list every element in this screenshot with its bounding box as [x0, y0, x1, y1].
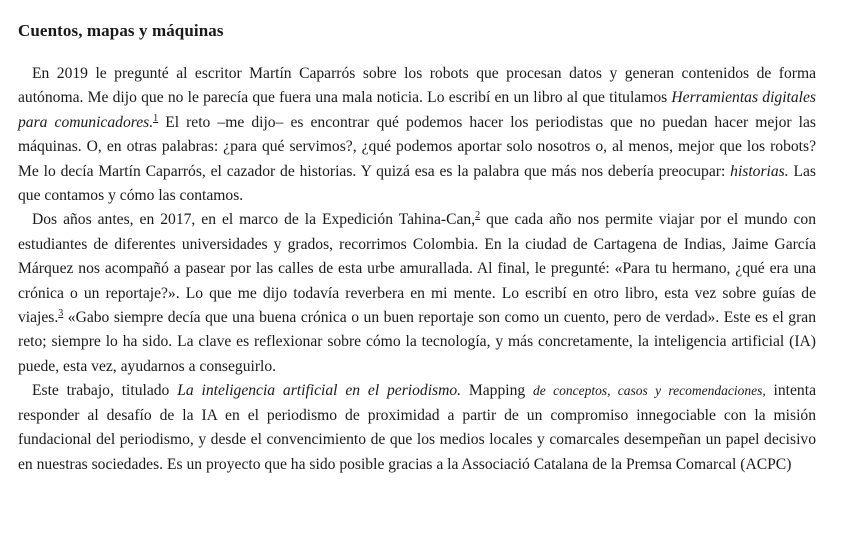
footnote-ref-2[interactable]: 2 — [475, 210, 481, 222]
paragraph-3 — [18, 379, 816, 477]
footnote-ref-1[interactable]: 1 — [153, 112, 159, 124]
p3-work-title: La inteligencia artificial en el periodismo. — [177, 382, 462, 400]
p2-text-2: que cada año nos permite viajar por el mundo con estudiantes de diferentes universidades y grados, recorrimos Colombia. En la ciudad de Cartagena de Indias, Jaime García Márquez nos acompañó a pasear por las calles de esta urbe amurallada. Al final, le pregunté: «Para tu hermano, ¿qué era una crónica o un reportaje?». Lo que me dijo todavía reverbera en mi mente. Lo escribí en otro libro, esta vez sobre guías de viajes. — [18, 211, 816, 327]
p1-text-3: Las que contamos y cómo las contamos. — [18, 162, 816, 205]
p3-text-2: Mapping — [461, 382, 534, 400]
p3-work-subtitle: de conceptos, casos y recomendaciones, — [533, 383, 766, 399]
p1-text-1: En 2019 le pregunté al escritor Martín Caparrós sobre los robots que procesan datos y generan contenidos de forma autónoma. Me dijo que no le parecía que fuera una mala noticia. Lo escribí en un libro al que titulamos — [18, 65, 816, 107]
section-heading: Cuentos, mapas y máquinas — [18, 21, 224, 40]
p3-text-1: Este trabajo, titulado — [32, 382, 178, 400]
p1-emphasis-historias: historias. — [730, 162, 789, 180]
paragraph-1 — [18, 62, 816, 208]
p1-book-title: Herramientas digitales para comunicadores. — [18, 89, 816, 131]
p2-text-3: «Gabo siempre decía que una buena crónica o un buen reportaje son como un cuento, pero de verdad». Este es el gran reto; siempre lo ha sido. La clave es reflexionar sobre cómo la tecnología, y más concretamente, la inteligencia artificial (IA) puede, esta vez, ayudarnos a conseguirlo. — [18, 309, 816, 375]
footnote-ref-3[interactable]: 3 — [58, 308, 64, 320]
p2-text-1: Dos años antes, en 2017, en el marco de la Expedición Tahina-Can, — [32, 211, 476, 229]
p3-text-3: intenta responder al desafío de la IA en el periodismo de proximidad a partir de un compromiso innegociable con la misión fundacional del periodismo, y desde el convencimiento de que los medios locales y comarcales desempeñan un papel decisivo en nuestras sociedades. Es un proyecto que ha sido posible gracias a la Associació Catalana de la Premsa Comarcal (ACPC) — [18, 382, 816, 473]
p1-text-2: El reto –me dijo– es encontrar qué podemos hacer los periodistas que no puedan hacer mejor las máquinas. O, en otras palabras: ¿para qué servimos?, ¿qué podemos aportar solo nosotros o, al menos, mejor que los robots? Me lo decía Martín Caparrós, el cazador de historias. Y quizá esa es la palabra que más nos debería preocupar: — [18, 113, 817, 180]
paragraph-2 — [18, 208, 816, 379]
document-page — [18, 20, 816, 477]
